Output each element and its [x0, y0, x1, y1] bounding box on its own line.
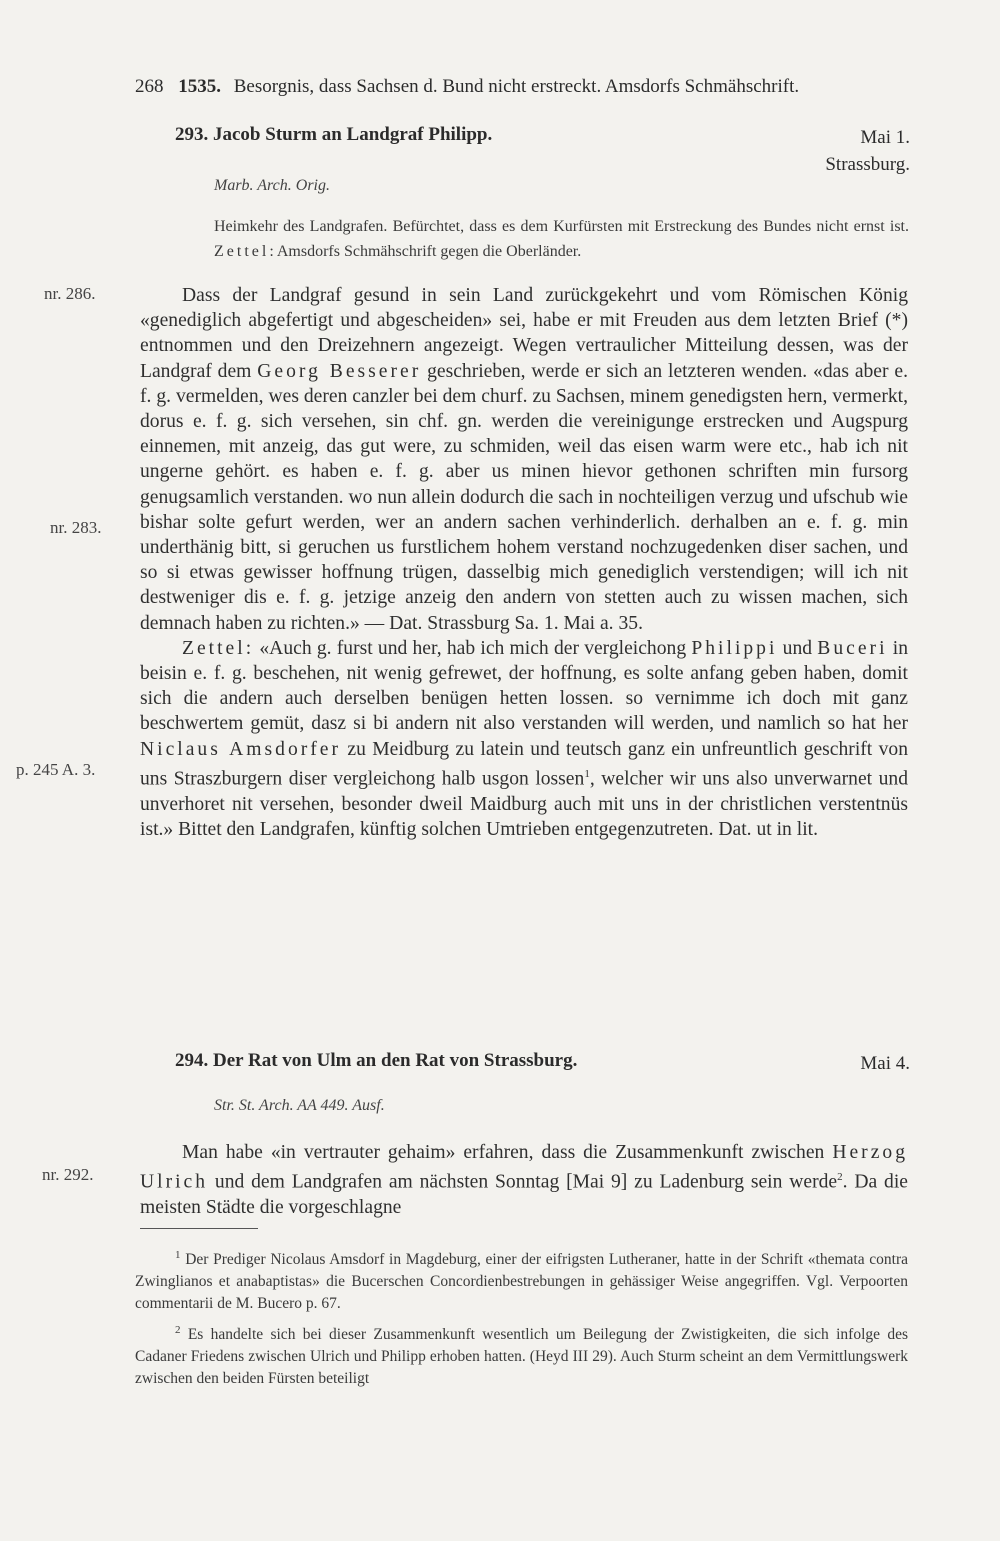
summary-zettel: Zettel: [214, 243, 270, 260]
entry-294-heading: [175, 1050, 910, 1072]
entry-293-paragraph-1: [140, 283, 908, 636]
footnote-ref: 2: [837, 1171, 843, 1184]
text-run: «Auch g. furst und her, hab ich mich der vergleichong: [259, 637, 687, 659]
entry-293-date: Mai 1.: [860, 127, 910, 148]
entry-293-summary: [214, 214, 909, 264]
footnote-2: [135, 1319, 908, 1390]
summary-text-2: : Amsdorfs Schmähschrift gegen die Oberländer.: [269, 243, 582, 260]
person-name: Niclaus Amsdorfer: [140, 738, 342, 760]
footnote-1: [135, 1244, 908, 1315]
margin-note-2: nr. 283.: [50, 518, 102, 537]
person-name: Herzog Ulrich: [140, 1142, 908, 1193]
entry-293-title: 293. Jacob Sturm an Landgraf Philipp.: [175, 124, 493, 145]
footnote-text: Es handelte sich bei dieser Zusammenkunft wesentlich um Beilegung der Zwistigkeiten, die sich infolge des Cadaner Friedens zwischen Ulrich und Philipp erhoben hatten. (Heyd III 29). Auch Sturm scheint an dem Vermittlungswerk zwischen den beiden Fürsten beteiligt: [135, 1326, 908, 1388]
margin-note-1: nr. 286.: [44, 284, 96, 303]
person-name: Georg Besserer: [257, 360, 422, 382]
entry-294-date: Mai 4.: [860, 1053, 910, 1074]
text-run: Dass der Landgraf gesund in sein Land zurückgekehrt und vom Römischen König «genediglich abgefertigt und abgescheiden» sei, habe er mit Freuden aus dem letzten Brief (*) entnommen und den Dreizehnern angezeigt. Wegen vertraulicher Mitteilung dessen, was der Landgraf dem: [140, 285, 908, 382]
entry-293-place: Strassburg.: [825, 154, 910, 175]
text-run: und dem Landgrafen am nächsten Sonntag [Mai 9] zu Ladenburg sein werde: [214, 1171, 838, 1193]
page-number: 268: [135, 76, 164, 97]
entry-293-dateplace: [825, 124, 910, 178]
footnote-ref: 1: [584, 767, 590, 780]
header-year: 1535.: [178, 76, 221, 97]
entry-293-paragraph-2: [140, 636, 908, 842]
running-header: [135, 76, 910, 98]
footnote-text: Der Prediger Nicolaus Amsdorf in Magdeburg, einer der eifrigsten Lutheraner, hatte in der Schrift «themata contra Zwinglianos et anabaptistas» die Bucerschen Concordienbestrebungen in gehässiger Weise angegriffen. Vgl. Verpoorten commentarii de M. Bucero p. 67.: [135, 1251, 909, 1313]
entry-293-source: Marb. Arch. Orig.: [214, 177, 330, 194]
footnotes: [135, 1244, 908, 1394]
text-run: . Da die meisten Städte die vorgeschlagne: [140, 1171, 908, 1218]
footnote-number: 2: [175, 1324, 181, 1337]
entry-294-paragraph-1: [140, 1140, 908, 1220]
entry-293-body: [140, 283, 908, 842]
entry-294-source: Str. St. Arch. AA 449. Ausf.: [214, 1097, 385, 1114]
header-title: Besorgnis, dass Sachsen d. Bund nicht erstreckt. Amsdorfs Schmähschrift.: [233, 76, 800, 97]
text-run: geschrieben, werde er sich an letzteren wenden. «das aber e. f. g. vermelden, wes deren canzler bei dem churf. zu Sachsen, minem genedigsten hern, vermerkt, dorus e. f. g. sich versehen, sin chf. gn. werden die vereinigunge erstrecken und Augspurg einnemen, mit anzeig, das gut were, zu schmiden, weil das eisen warm were etc., hab ich nit ungerne gehört. es haben e. f. g. aber us minen hievor gethonen schriften min fursorg genugsamlich verstanden. wo nun allein dodurch die sach in nochteiligen verzug und ufschub wie bishar solte gefurt werden, wer an andern sachen verhinderlich. derhalben an e. f. g. min underthänig bitt, si geruchen us furstlichem hohem verstand nochzugedenken diser sachen, und so si etwas gewisser hoffnung trügen, dasselbig mich genediglich verstendigen; will ich nit destweniger dis e. f. g. jetzige anzeig den andern von stetten auch zu wissen machen, sich demnach haben zu richten.» — Dat. Strassburg Sa. 1. Mai a. 35.: [140, 360, 908, 634]
summary-text: Heimkehr des Landgrafen. Befürchtet, dass es dem Kurfürsten mit Erstreckung des Bundes nicht ernst ist.: [214, 218, 909, 235]
text-run: Man habe «in vertrauter gehaim» erfahren, dass die Zusammenkunft zwischen: [182, 1142, 825, 1163]
text-run: in beisin e. f. g. beschehen, nit wenig gefrewet, der hoffnung, es solte anfang geben haben, domit sich die andern auch derselben benügen hetten lossen. so vernimme ich doch mit ganz beschwertem gemüt, dasz si bi andern nit also verstanden will werden, und namlich so hat her: [140, 637, 909, 735]
footnote-number: 1: [175, 1249, 181, 1261]
person-name: Philippi: [691, 637, 778, 659]
zettel-label: Zettel:: [182, 637, 255, 659]
entry-293-heading: [175, 124, 910, 175]
margin-note-4: nr. 292.: [42, 1165, 94, 1184]
text-run: und: [782, 637, 813, 659]
text-run: , welcher wir uns also unverwarnet und unverhoret nit versehen, besonder dweil Maidburg auch mit uns in der christlichen verstentnüs ist.» Bittet den Landgrafen, künftig solchen Umtrieben entgegenzutreten. Dat. ut in lit.: [140, 768, 908, 840]
margin-note-3: p. 245 A. 3.: [16, 760, 96, 779]
text-run: zu Meidburg zu latein und teutsch ganz ein unfreuntlich geschrift von uns Straszburgern diser vergleichong halb usgon lossen: [140, 738, 908, 790]
entry-294-title: 294. Der Rat von Ulm an den Rat von Strassburg.: [175, 1050, 578, 1071]
entry-294-body: [140, 1140, 908, 1220]
footnote-rule: [140, 1228, 258, 1229]
person-name: Buceri: [817, 637, 888, 659]
